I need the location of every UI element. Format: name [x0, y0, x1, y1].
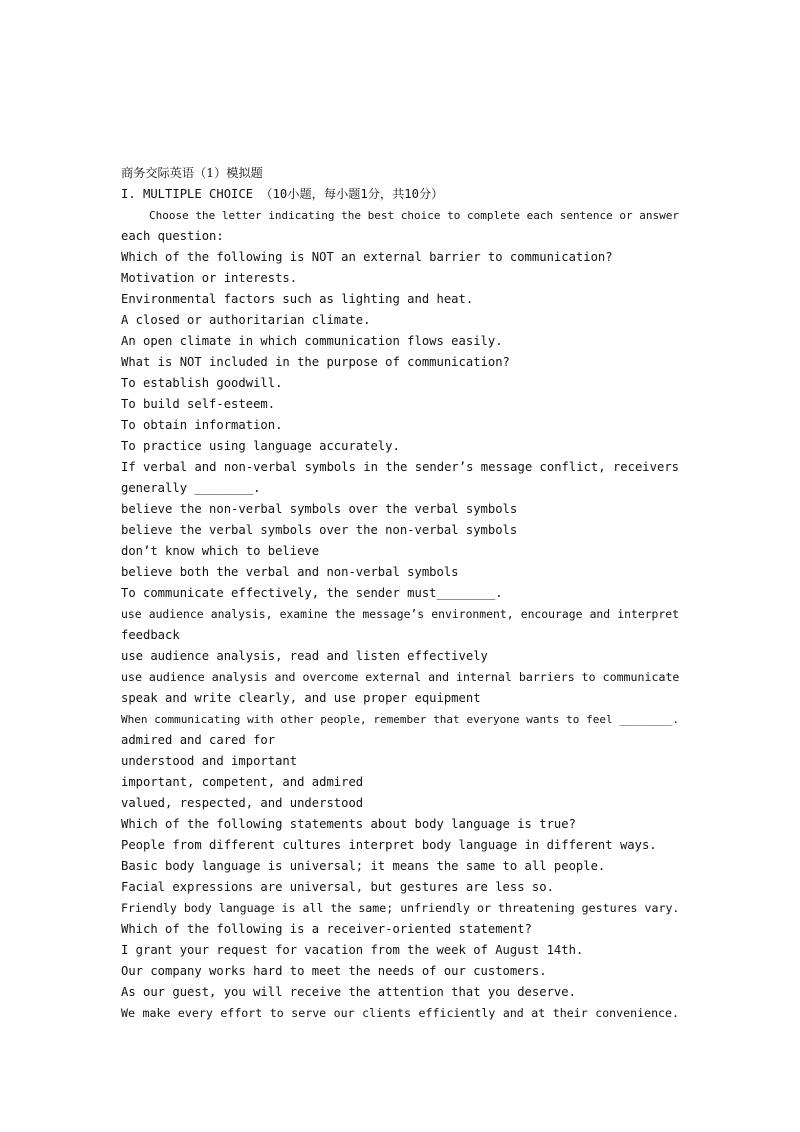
answer-option: use audience analysis, examine the message’s environment, encourage and interpret	[121, 607, 679, 621]
instructions-line: Choose the letter indicating the best choice to complete each sentence or answer	[149, 209, 679, 222]
answer-option: To obtain information.	[121, 418, 283, 432]
answer-option: To establish goodwill.	[121, 376, 283, 390]
answer-option: use audience analysis, read and listen effectively	[121, 649, 488, 663]
answer-option: To build self-esteem.	[121, 397, 276, 411]
answer-option: important, competent, and admired	[121, 775, 364, 789]
answer-option: As our guest, you will receive the attention that you deserve.	[121, 985, 576, 999]
answer-option: valued, respected, and understood	[121, 796, 364, 810]
answer-option: speak and write clearly, and use proper equipment	[121, 691, 481, 705]
answer-option: Environmental factors such as lighting and heat.	[121, 292, 474, 306]
answer-option: Motivation or interests.	[121, 271, 298, 285]
answer-option: believe both the verbal and non-verbal symbols	[121, 565, 459, 579]
answer-option: believe the non-verbal symbols over the verbal symbols	[121, 502, 518, 516]
answer-option: A closed or authoritarian climate.	[121, 313, 371, 327]
question-text: What is NOT included in the purpose of communication?	[121, 355, 510, 369]
question-text: Which of the following is a receiver-oriented statement?	[121, 922, 532, 936]
question-text: When communicating with other people, remember that everyone wants to feel ________.	[121, 713, 679, 726]
answer-option: admired and cared for	[121, 733, 276, 747]
answer-option: To practice using language accurately.	[121, 439, 400, 453]
question-text: To communicate effectively, the sender must________.	[121, 586, 503, 600]
answer-option: I grant your request for vacation from the week of August 14th.	[121, 943, 584, 957]
document-body	[121, 163, 679, 1024]
answer-option: We make every effort to serve our clients efficiently and at their convenience.	[121, 1006, 679, 1020]
question-text: generally ________.	[121, 481, 261, 495]
answer-option: believe the verbal symbols over the non-verbal symbols	[121, 523, 518, 537]
answer-option: Facial expressions are universal, but gestures are less so.	[121, 880, 554, 894]
section-heading: I. MULTIPLE CHOICE （10小题，每小题1分，共10分）	[121, 187, 444, 201]
answer-option: feedback	[121, 628, 180, 642]
answer-option: Friendly body language is all the same; unfriendly or threatening gestures vary.	[121, 901, 680, 915]
answer-option: People from different cultures interpret body language in different ways.	[121, 838, 657, 852]
question-text: If verbal and non-verbal symbols in the sender’s message conflict, receivers	[121, 460, 679, 474]
answer-option: Our company works hard to meet the needs of our customers.	[121, 964, 547, 978]
answer-option: Basic body language is universal; it means the same to all people.	[121, 859, 606, 873]
answer-option: use audience analysis and overcome external and internal barriers to communicate	[121, 670, 680, 684]
document-title: 商务交际英语（1）模拟题	[121, 166, 263, 180]
instructions-line: each question:	[121, 229, 224, 243]
question-text: Which of the following is NOT an external barrier to communication?	[121, 250, 613, 264]
answer-option: An open climate in which communication flows easily.	[121, 334, 503, 348]
question-text: Which of the following statements about body language is true?	[121, 817, 576, 831]
answer-option: understood and important	[121, 754, 298, 768]
answer-option: don’t know which to believe	[121, 544, 320, 558]
